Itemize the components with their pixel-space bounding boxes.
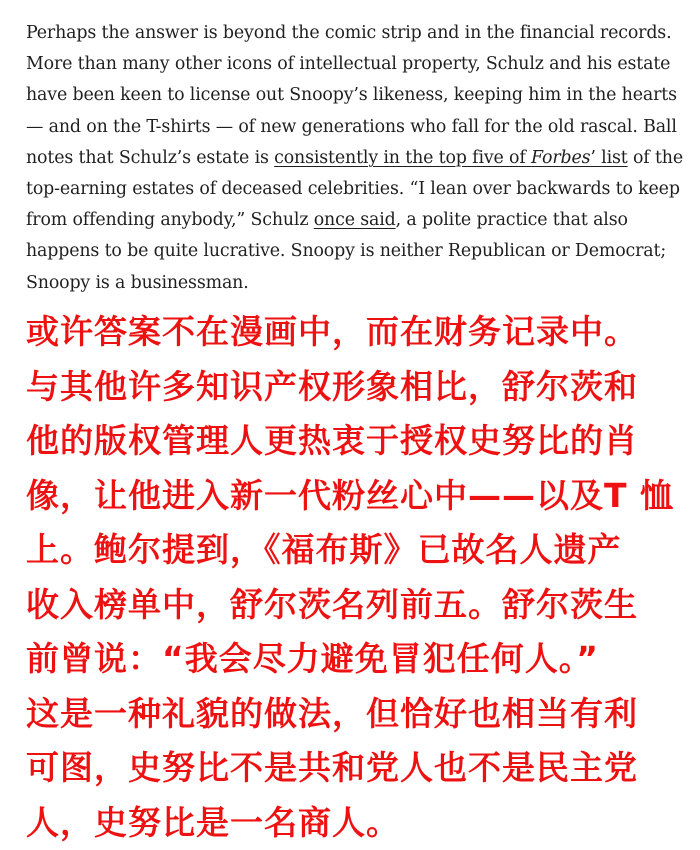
forbes-link-text-b: ’ list (590, 148, 627, 168)
translation-line: 人，史努比是一名商人。 (26, 796, 686, 850)
english-text-part-3: , a polite practice that also happens to be quite lucrative. Snoopy is neither Republican or Democrat; Snoopy is a businessman. (26, 210, 666, 292)
translation-line: 他的版权管理人更热衷于授权史努比的肖 (26, 414, 686, 469)
chinese-translation (26, 305, 686, 850)
english-paragraph (26, 18, 686, 299)
forbes-link-italic: Forbes (531, 148, 590, 168)
translation-line: 与其他许多知识产权形象相比，舒尔茨和 (26, 360, 686, 415)
once-said-link[interactable]: once said (314, 210, 396, 230)
english-text-part-2: of the top-earning estates of deceased celebrities. “I lean over backwards to keep from offending anybody,” Schulz (26, 148, 683, 230)
english-text-part-1: Perhaps the answer is beyond the comic strip and in the financial records. More than many other icons of intellectual property, Schulz and his estate have been keen to license out Snoopy’s likeness, keeping him in the hearts — and on the T-shirts — of new generations who fall for the old rascal. Ball notes that Schulz’s estate is (26, 23, 677, 168)
translation-line: 上。鲍尔提到，《福布斯》已故名人遗产 (26, 523, 686, 578)
translation-line: 或许答案不在漫画中，而在财务记录中。 (26, 305, 686, 360)
forbes-list-link[interactable] (274, 148, 627, 168)
translation-line: 前曾说：“我会尽力避免冒犯任何人。” (26, 632, 686, 687)
forbes-link-text-a: consistently in the top five of (274, 148, 531, 168)
translation-line: 可图，史努比不是共和党人也不是民主党 (26, 741, 686, 796)
translation-line: 像，让他进入新一代粉丝心中——以及T 恤 (26, 469, 686, 524)
translation-line: 收入榜单中，舒尔茨名列前五。舒尔茨生 (26, 578, 686, 633)
translation-line: 这是一种礼貌的做法，但恰好也相当有利 (26, 687, 686, 742)
